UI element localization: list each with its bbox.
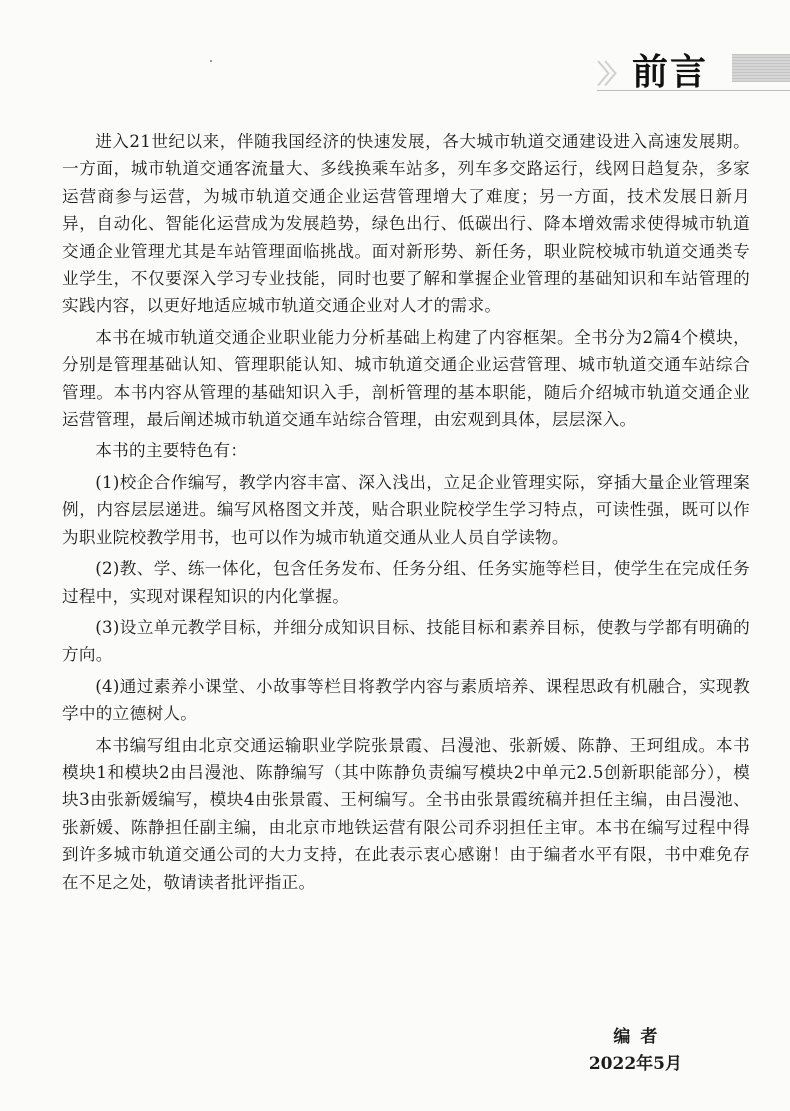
- paragraph-feature-4: (4)通过素养小课堂、小故事等栏目将教学内容与素质培养、课程思政有机融合，实现教学中的立德树人。: [62, 676, 750, 724]
- paragraph-feature-1: (1)校企合作编写，教学内容丰富、深入浅出，立足企业管理实际，穿插大量企业管理案例，内容层层递进。编写风格图文并茂，贴合职业院校学生学习特点，可读性强，既可以作为职业院校教学用书，也可以作为城市轨道交通从业人员自学读物。: [62, 472, 750, 547]
- signature-author: 编者: [613, 1027, 668, 1047]
- paragraph-feature-2: (2)教、学、练一体化，包含任务发布、任务分组、任务实施等栏目，使学生在完成任务过程中，实现对课程知识的内化掌握。: [62, 559, 750, 606]
- page-header: [0, 40, 790, 100]
- page-title: 前言: [632, 51, 709, 93]
- title-decoration-bar: [732, 54, 790, 82]
- paragraph-structure: 本书在城市轨道交通企业职业能力分析基础上构建了内容框架。全书分为2篇4个模块，分别是管理基础认知、管理职能认知、城市轨道交通企业运营管理、城市轨道交通车站综合管理。本书内容从管理的基础知识入手，剖析管理的基本职能，随后介绍城市轨道交通企业运营管理，最后阐述城市轨道交通车站综合管理，由宏观到具体，层层深入。: [62, 327, 750, 430]
- scan-speck: [210, 60, 212, 62]
- paragraph-intro: 进入21世纪以来，伴随我国经济的快速发展，各大城市轨道交通建设进入高速发展期。一方面，城市轨道交通客流量大、多线换乘车站多，列车多交路运行，线网日趋复杂，多家运营商参与运营，为城市轨道交通企业运营管理增大了难度；另一方面，技术发展日新月异，自动化、智能化运营成为发展趋势，绿色出行、低碳出行、降本增效需求使得城市轨道交通企业管理尤其是车站管理面临挑战。面对新形势、新任务，职业院校城市轨道交通类专业学生，不仅要深入学习专业技能，同时也要了解和掌握企业管理的基础知识和车站管理的实践内容，以更好地适应城市轨道交通企业对人才的需求。: [62, 132, 750, 316]
- preface-body: [62, 128, 750, 900]
- paragraph-authors: 本书编写组由北京交通运输职业学院张景霞、吕漫池、张新媛、陈静、王珂组成。本书模块1和模块2由吕漫池、陈静编写（其中陈静负责编写模块2中单元2.5创新职能部分），模块3由张新媛编写，模块4由张景霞、王柯编写。全书由张景霞统稿并担任主编，由吕漫池、张新媛、陈静担任副主编，由北京市地铁运营有限公司乔羽担任主审。本书在编写过程中得到许多城市轨道交通公司的大力支持，在此表示衷心感谢！由于编者水平有限，书中难免存在不足之处，敬请读者批评指正。: [62, 735, 750, 892]
- header-rule: [597, 90, 790, 91]
- paragraph-feature-3: (3)设立单元教学目标，并细分成知识目标、技能目标和素养目标，使教与学都有明确的方向。: [62, 617, 750, 665]
- signature-date: 2022年5月: [588, 1054, 682, 1074]
- chevron-double-right-icon: 〉〉: [597, 60, 625, 90]
- signature-block: [589, 1024, 682, 1078]
- paragraph-features-heading: 本书的主要特色有：: [95, 441, 248, 461]
